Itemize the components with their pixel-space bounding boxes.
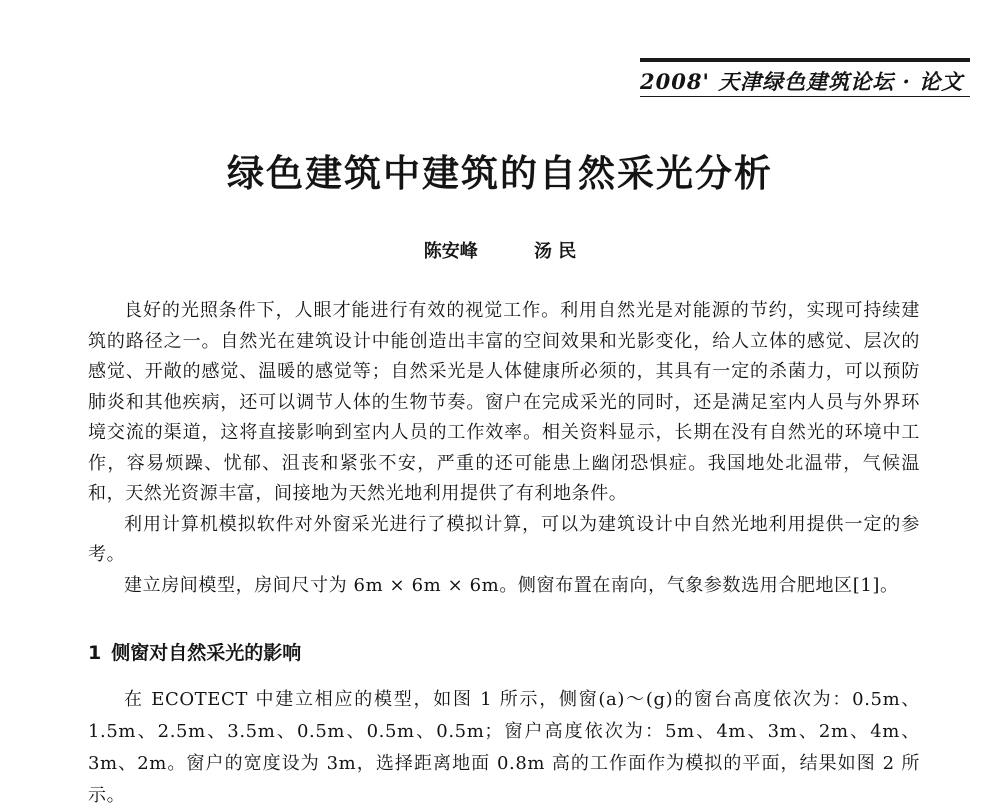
author-list (0, 237, 1000, 263)
header-rule-thin (640, 96, 970, 97)
author-name: 汤 民 (534, 241, 577, 262)
section-number: 1 (88, 642, 102, 664)
running-header: 2008' 天津绿色建筑论坛 · 论文 (640, 69, 964, 94)
intro-body (88, 296, 920, 601)
section-body (88, 684, 920, 812)
header-rule-thick (640, 58, 970, 62)
paragraph: 在 ECOTECT 中建立相应的模型，如图 1 所示，侧窗(a)～(g)的窗台高度依次为：0.5m、1.5m、2.5m、3.5m、0.5m、0.5m、0.5m；窗户高度依次为：5m、4m、3m、2m、4m、3m、2m。窗户的宽度设为 3m，选择距离地面 0.8m 高的工作面作为模拟的平面，结果如图 2 所示。 (88, 689, 920, 806)
paragraph: 建立房间模型，房间尺寸为 6m × 6m × 6m。侧窗布置在南向，气象参数选用合肥地区[1]。 (124, 574, 899, 596)
paragraph: 利用计算机模拟软件对外窗采光进行了模拟计算，可以为建筑设计中自然光地利用提供一定的参考。 (88, 513, 920, 565)
section-title: 侧窗对自然采光的影响 (111, 642, 302, 664)
paragraph: 良好的光照条件下，人眼才能进行有效的视觉工作。利用自然光是对能源的节约，实现可持续建筑的路径之一。自然光在建筑设计中能创造出丰富的空间效果和光影变化，给人立体的感觉、层次的感觉、开敞的感觉、温暖的感觉等；自然采光是人体健康所必须的，其具有一定的杀菌力，可以预防肺炎和其他疾病，还可以调节人体的生物节奏。窗户在完成采光的同时，还是满足室内人员与外界环境交流的渠道，这将直接影响到室内人员的工作效率。相关资料显示，长期在没有自然光的环境中工作，容易烦躁、忧郁、沮丧和紧张不安，严重的还可能患上幽闭恐惧症。我国地处北温带，气候温和，天然光资源丰富，间接地为天然光地利用提供了有利地条件。 (88, 300, 920, 504)
section-heading (88, 638, 301, 665)
article-title: 绿色建筑中建筑的自然采光分析 (227, 152, 773, 195)
author-name: 陈安峰 (423, 241, 478, 262)
